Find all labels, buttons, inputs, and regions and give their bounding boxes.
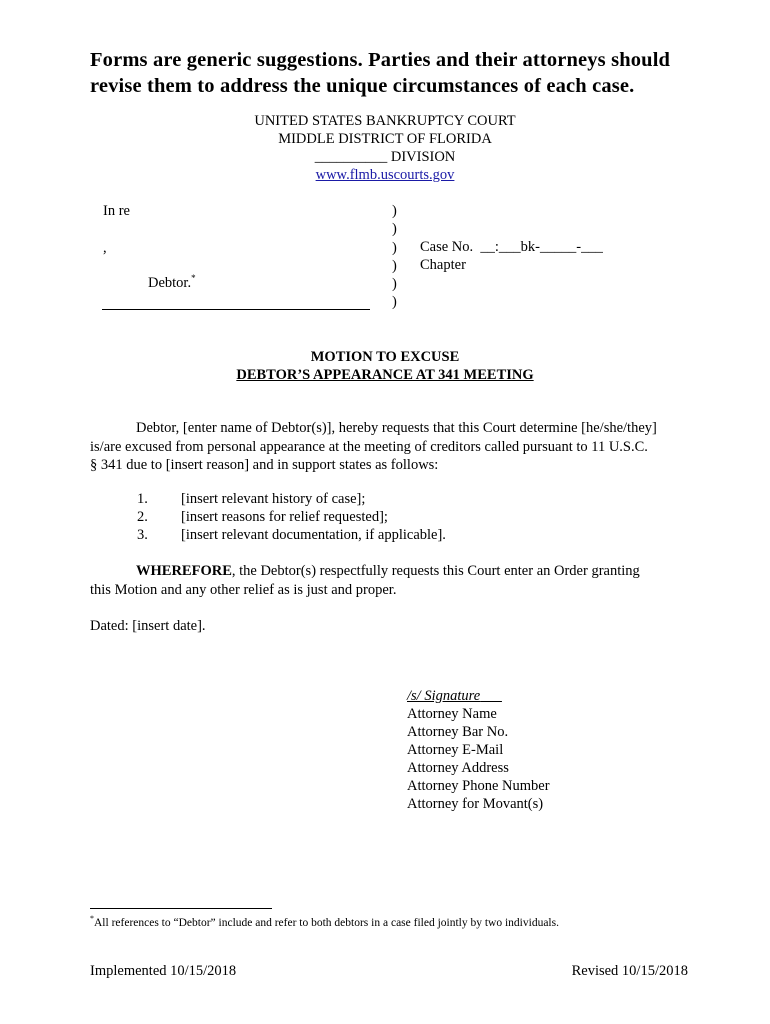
motion-title-line-1: MOTION TO EXCUSE [310,349,460,365]
attorney-phone: Attorney Phone Number [407,778,550,794]
list-number: 3. [137,527,148,543]
motion-title-line-2 [0,366,770,384]
footnote-reference: * [191,273,196,284]
implemented-date: Implemented 10/15/2018 [90,963,237,979]
wherefore-line-1 [90,562,684,581]
case-number: Case No. __:___bk-_____-___ [420,239,603,255]
paren: ) [392,294,397,311]
banner-line-2: revise them to address the unique circumstances of each case. [90,75,635,97]
court-division: __________ DIVISION [314,149,456,165]
revised-date: Revised 10/15/2018 [571,963,688,979]
paren: ) [392,239,397,256]
intro-line-2: is/are excused from personal appearance at the meeting of creditors called pursuant to 11 U.S.C. [90,438,648,455]
footnote [90,916,559,930]
court-district: MIDDLE DISTRICT OF FLORIDA [278,131,492,147]
list-text: [insert reasons for relief requested]; [181,509,388,525]
attorney-name: Attorney Name [407,706,497,722]
caption-underline [102,309,370,310]
footnote-text: All references to “Debtor” include and refer to both debtors in a case filed jointly by two individuals. [94,917,559,929]
court-website-link[interactable]: www.flmb.uscourts.gov [315,167,455,183]
debtor-label-text: Debtor. [148,275,192,291]
wherefore-text: , the Debtor(s) respectfully requests this Court enter an Order granting [231,563,640,579]
attorney-address: Attorney Address [407,760,509,776]
court-website-wrap [0,166,770,184]
banner-line-1: Forms are generic suggestions. Parties and their attorneys should [90,49,671,71]
wherefore-line-2: this Motion and any other relief as is just and proper. [90,581,397,598]
intro-line-1: Debtor, [enter name of Debtor(s)], hereby requests that this Court determine [he/she/they] [136,420,657,436]
chapter-label: Chapter [420,257,466,273]
list-number: 1. [137,491,148,507]
attorney-bar-no: Attorney Bar No. [407,724,509,740]
intro-paragraph [90,419,684,475]
footnote-separator [90,908,272,909]
paren: ) [392,257,397,274]
list-number: 2. [137,509,148,525]
signature-line [407,687,502,705]
caption-parentheses [392,202,397,312]
paren: ) [392,221,397,238]
intro-line-3: § 341 due to [insert reason] and in support states as follows: [90,457,439,473]
signature-underline-tail [480,688,502,704]
list-item [137,526,446,545]
footnote-mark: * [90,914,94,924]
in-re-label: In re [103,203,130,219]
debtor-label [148,274,196,292]
wherefore-paragraph [90,562,684,599]
form-disclaimer-banner [90,47,690,99]
motion-title-text: DEBTOR’S APPEARANCE AT 341 MEETING [236,367,534,383]
dated-line: Dated: [insert date]. [90,618,206,634]
list-item [137,490,365,509]
paren: ) [392,203,397,219]
attorney-for-movant: Attorney for Movant(s) [407,796,544,812]
list-text: [insert relevant documentation, if applicable]. [181,527,446,543]
wherefore-keyword: WHEREFORE [136,563,232,579]
list-text: [insert relevant history of case]; [181,491,366,507]
list-item [137,508,388,527]
paren: ) [392,276,397,293]
debtor-name-blank: , [103,240,107,256]
court-name: UNITED STATES BANKRUPTCY COURT [254,113,516,129]
attorney-email: Attorney E-Mail [407,742,504,758]
signature-text: /s/ Signature [407,688,481,704]
